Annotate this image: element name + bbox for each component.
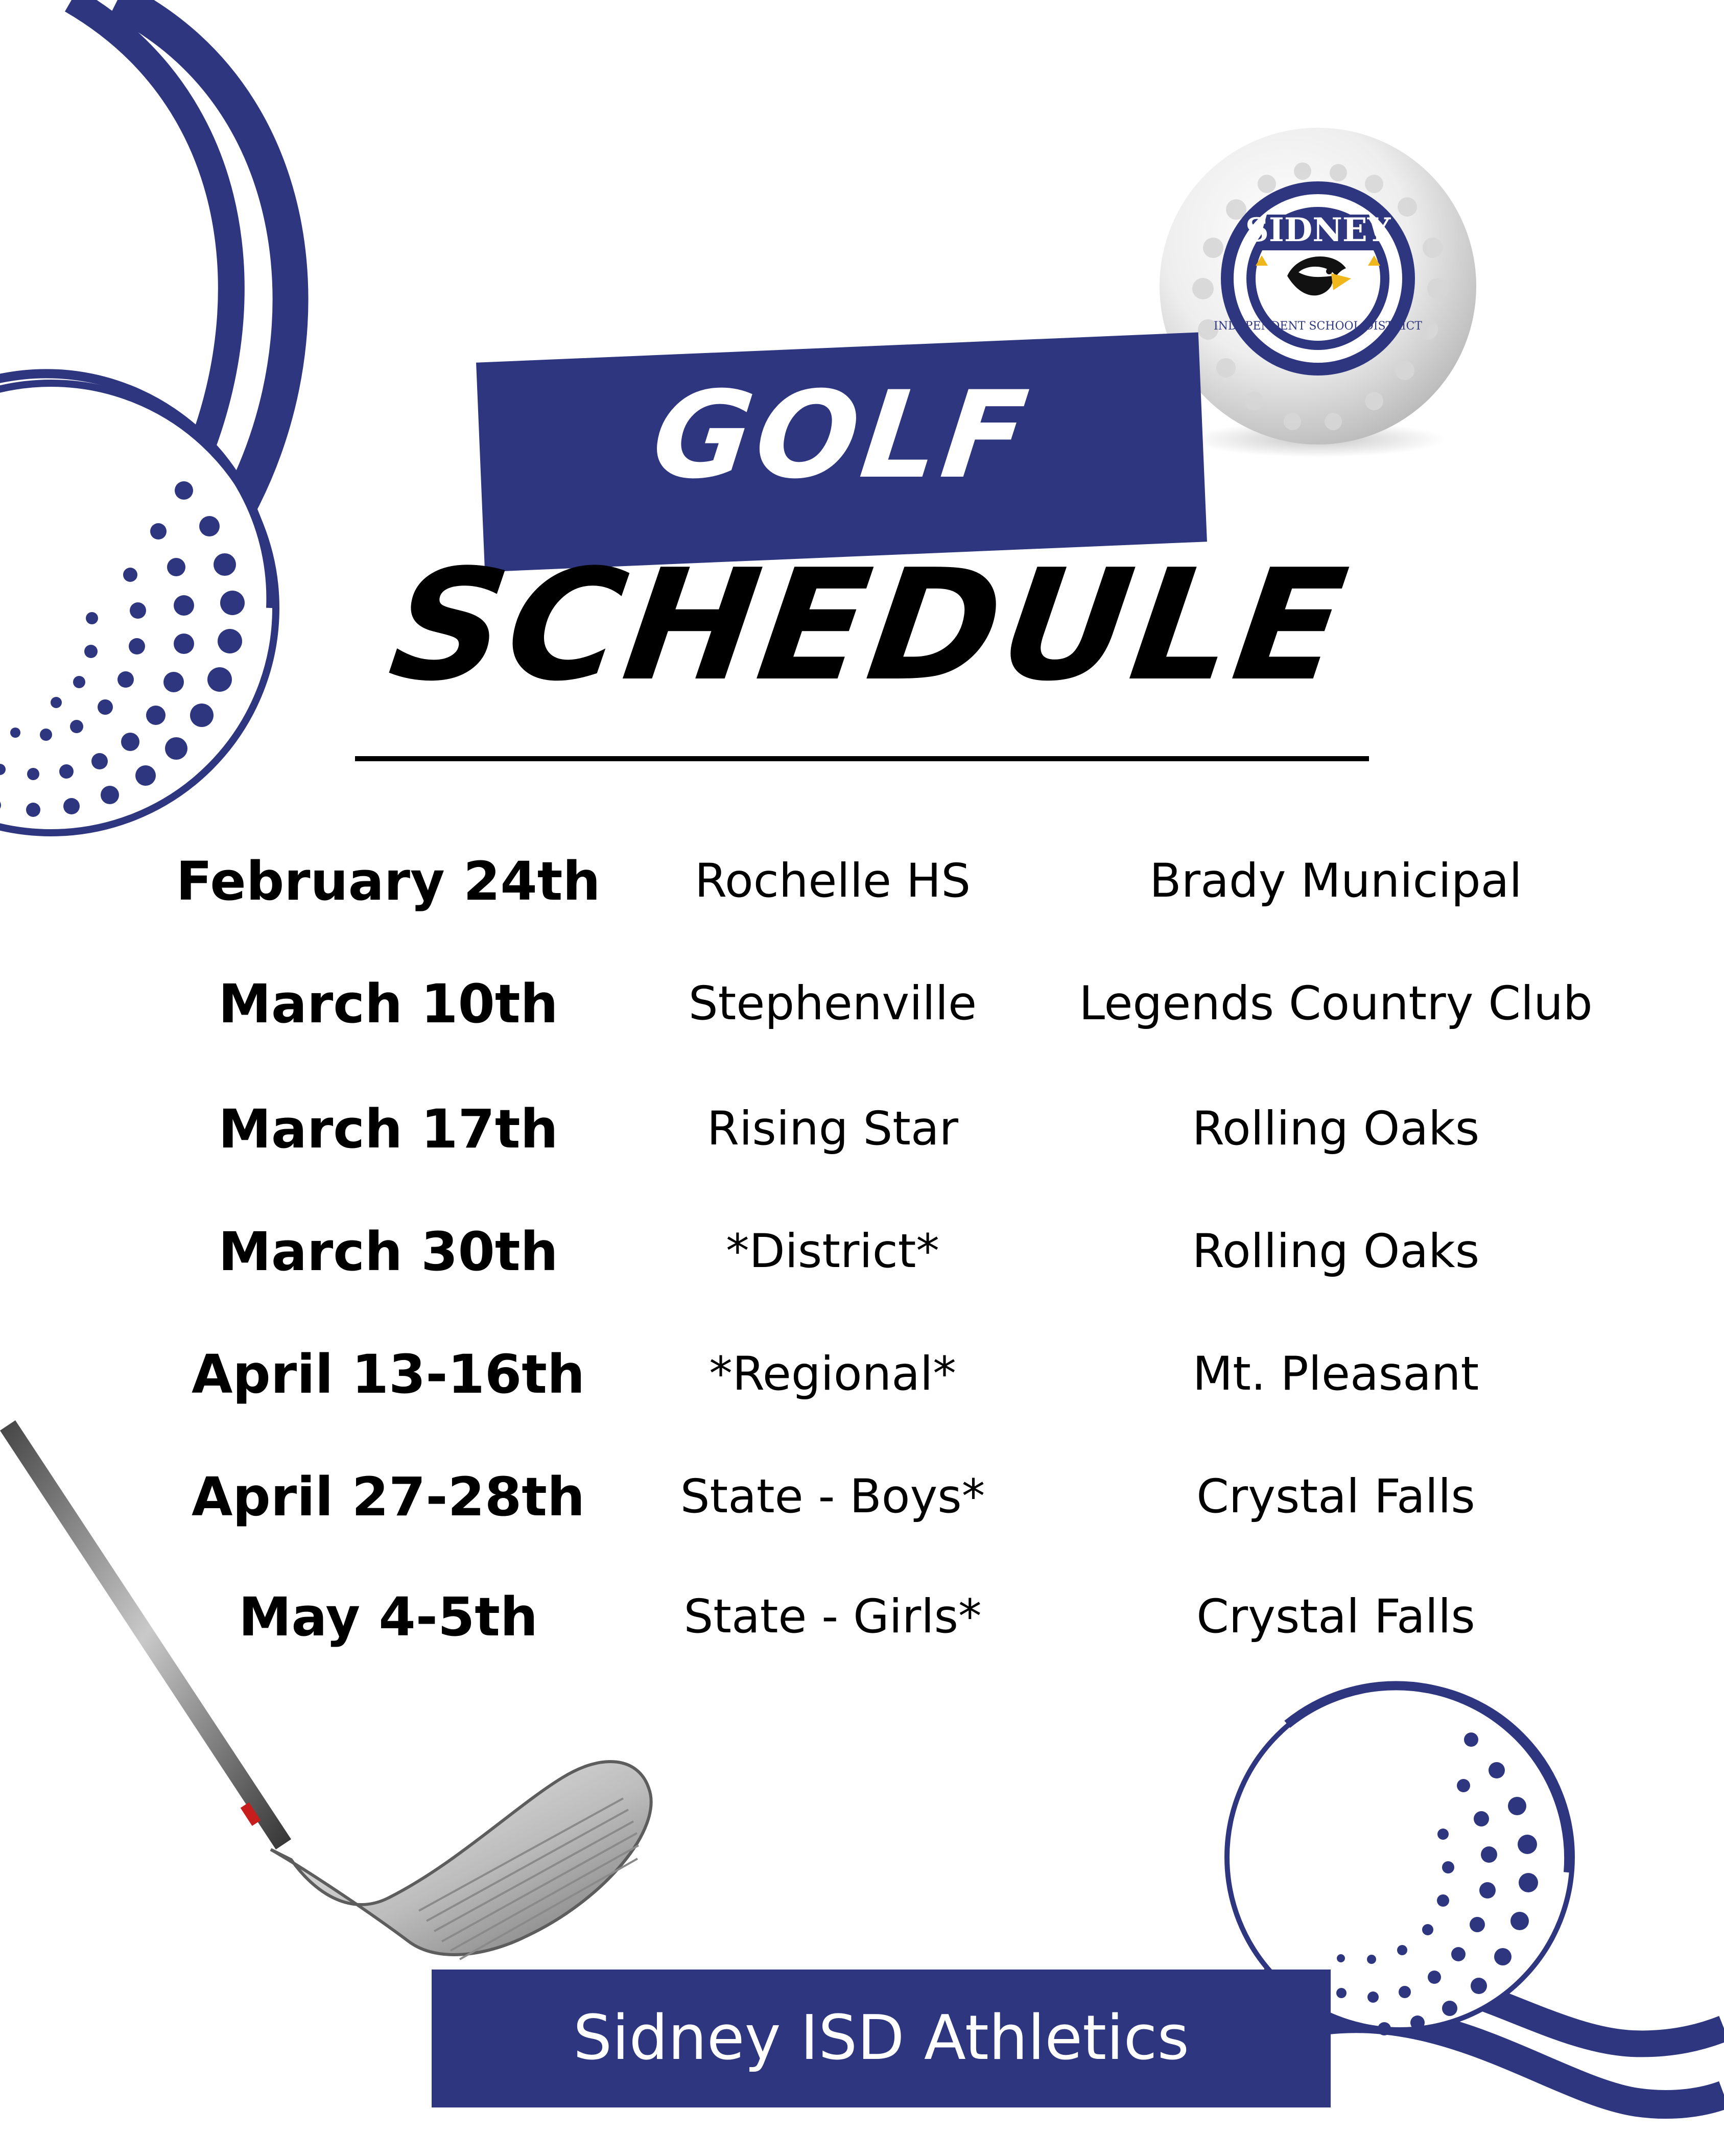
schedule-event: *Regional* <box>709 1347 956 1401</box>
golf-title: GOLF <box>645 366 1038 505</box>
schedule-date: April 27-28th <box>191 1466 585 1528</box>
schedule-venue: Brady Municipal <box>1149 854 1522 908</box>
schedule-date: March 17th <box>218 1098 558 1160</box>
schedule-row <box>0 835 1724 927</box>
schedule-date: April 13-16th <box>191 1343 585 1405</box>
schedule-event: State - Boys* <box>680 1470 985 1524</box>
schedule-row <box>0 1206 1724 1298</box>
schedule-date: March 10th <box>218 973 558 1035</box>
schedule-row <box>0 1328 1724 1420</box>
schedule-venue: Crystal Falls <box>1196 1590 1475 1644</box>
schedule-venue: Rolling Oaks <box>1192 1225 1480 1278</box>
schedule-venue: Rolling Oaks <box>1192 1102 1480 1156</box>
svg-text:INDEPENDENT SCHOOL DISTRICT: INDEPENDENT SCHOOL DISTRICT <box>1214 320 1422 333</box>
footer-title: Sidney ISD Athletics <box>573 2003 1189 2074</box>
schedule-event: Stephenville <box>688 977 977 1030</box>
schedule-date: February 24th <box>176 850 601 912</box>
schedule-event: Rising Star <box>706 1102 959 1156</box>
schedule-venue: Legends Country Club <box>1079 977 1593 1030</box>
schedule-row <box>0 958 1724 1050</box>
schedule-date: March 30th <box>218 1221 558 1283</box>
schedule-event: *District* <box>726 1225 939 1278</box>
schedule-event: Rochelle HS <box>694 854 971 908</box>
schedule-event: State - Girls* <box>683 1590 982 1644</box>
title-divider <box>355 756 1369 761</box>
schedule-title: SCHEDULE <box>381 536 1359 715</box>
schedule-venue: Mt. Pleasant <box>1192 1347 1479 1401</box>
schedule-venue: Crystal Falls <box>1196 1470 1475 1524</box>
schedule-row <box>0 1083 1724 1175</box>
svg-text:SIDNEY: SIDNEY <box>1245 211 1391 249</box>
schedule-date: May 4-5th <box>238 1586 538 1648</box>
top-left-golf-ball-graphic <box>0 363 286 863</box>
